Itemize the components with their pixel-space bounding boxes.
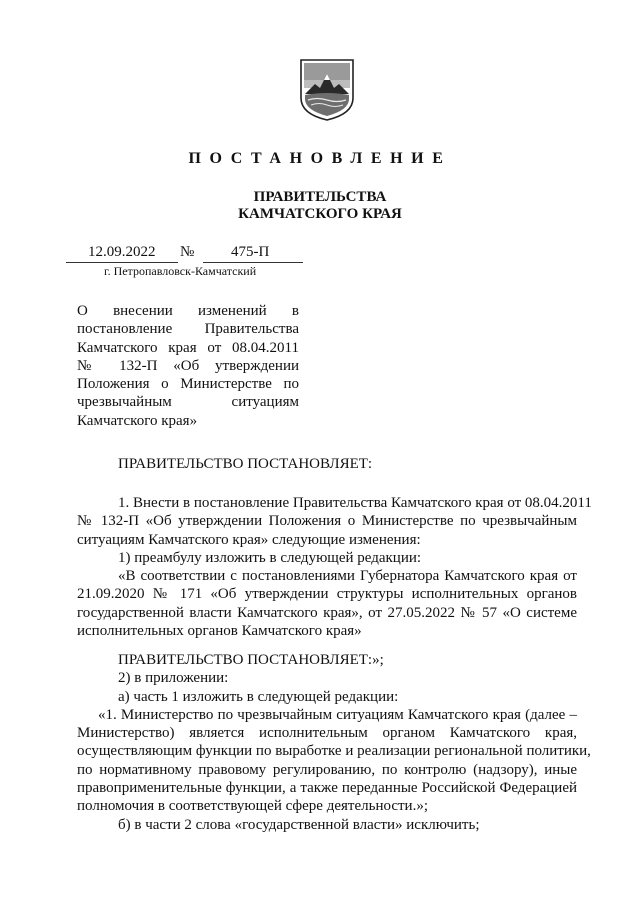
document-subject bbox=[77, 302, 299, 430]
quote-line: исполнительных органов Камчатского края» bbox=[77, 623, 362, 640]
part1-line: «1. Министерство по чрезвычайным ситуациям Камчатского края (далее – bbox=[98, 706, 577, 723]
subject-line: Положения о Министерстве по bbox=[77, 376, 299, 393]
government-name-line2: КАМЧАТСКОГО КРАЯ bbox=[238, 206, 402, 222]
subject-line: чрезвычайным ситуациям bbox=[77, 394, 299, 411]
item-2: 2) в приложении: bbox=[118, 670, 229, 687]
quote-line: «В соответствии с постановлениями Губернатора Камчатского края от bbox=[118, 568, 577, 585]
subject-line: Камчатского края» bbox=[77, 412, 198, 429]
paragraph-line: ситуациям Камчатского края» следующие изменения: bbox=[77, 531, 421, 548]
decree-heading: ПРАВИТЕЛЬСТВО ПОСТАНОВЛЯЕТ: bbox=[118, 456, 373, 472]
part1-line: Министерство) является исполнительным органом Камчатского края, bbox=[77, 725, 577, 742]
paragraph-line: № 132-П «Об утверждении Положения о Министерстве по чрезвычайным bbox=[77, 513, 577, 530]
decree-heading-block bbox=[77, 455, 577, 473]
date-underline bbox=[66, 262, 178, 263]
part1-line: осуществляющим функции по выработке и реализации региональной политики, bbox=[77, 743, 591, 760]
number-underline bbox=[203, 262, 303, 263]
item-2b: б) в части 2 слова «государственной власти» исключить; bbox=[118, 816, 480, 833]
quote-line: государственной власти Камчатского края», от 27.05.2022 № 57 «О системе bbox=[77, 604, 577, 621]
subject-line: постановление Правительства bbox=[77, 321, 299, 338]
quote-heading: ПРАВИТЕЛЬСТВО ПОСТАНОВЛЯЕТ:»; bbox=[118, 652, 384, 668]
quote-line: 21.09.2020 № 171 «Об утверждении структуры исполнительных органов bbox=[77, 586, 577, 603]
paragraph-2 bbox=[77, 651, 591, 834]
number-sign: № bbox=[180, 244, 195, 260]
item-1: 1) преамбулу изложить в следующей редакции: bbox=[118, 549, 422, 566]
city-name: г. Петропавловск-Камчатский bbox=[104, 264, 257, 278]
part1-line: правоприменительные функции, а также переданные Российской Федерацией bbox=[77, 780, 577, 797]
subject-line: О внесении изменений в bbox=[77, 303, 299, 319]
document-date: 12.09.2022 bbox=[88, 244, 156, 260]
part1-line: полномочия в соответствующей сфере деятельности.»; bbox=[77, 798, 429, 815]
paragraph-1 bbox=[77, 494, 592, 640]
part1-line: по нормативному правовому регулированию, по контролю (надзору), иные bbox=[77, 761, 577, 778]
subject-line: Камчатского края от 08.04.2011 bbox=[77, 339, 299, 356]
kamchatka-coat-of-arms-icon bbox=[298, 58, 356, 122]
paragraph-line: 1. Внести в постановление Правительства Камчатского края от 08.04.2011 bbox=[118, 495, 592, 511]
item-2a: а) часть 1 изложить в следующей редакции: bbox=[118, 688, 399, 705]
document-number: 475-П bbox=[231, 244, 270, 260]
subject-line: № 132-П «Об утверждении bbox=[77, 357, 299, 374]
government-name-line1: ПРАВИТЕЛЬСТВА bbox=[253, 189, 387, 205]
document-type-title: ПОСТАНОВЛЕНИЕ bbox=[188, 150, 452, 167]
